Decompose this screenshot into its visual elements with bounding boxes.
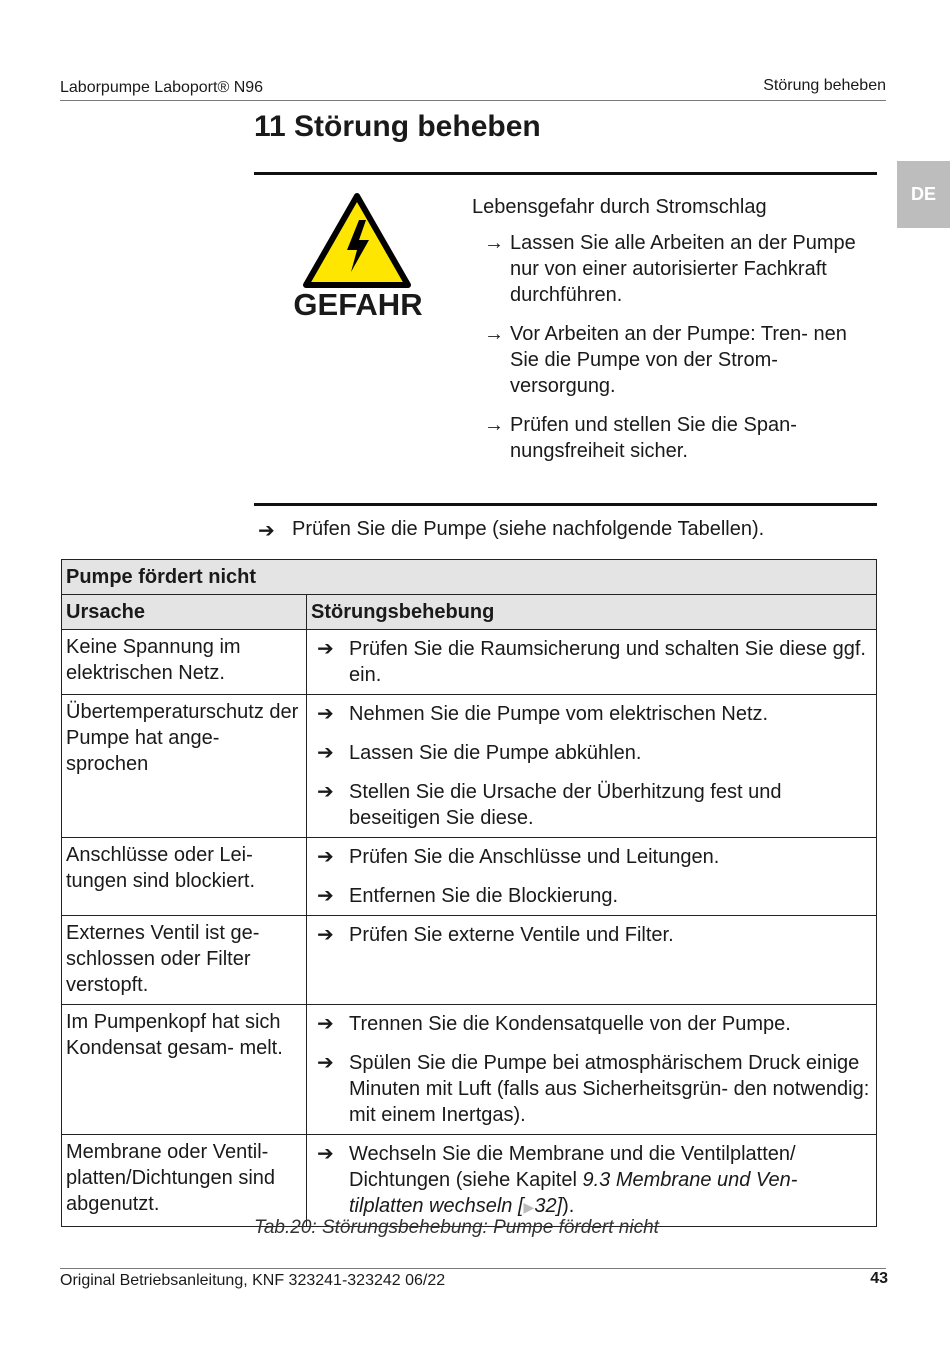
fix-step: ➔ Prüfen Sie externe Ventile und Filter.	[317, 924, 674, 946]
cause-cell: Membrane oder Ventil- platten/Dichtungen sind abgenutzt.	[62, 1135, 307, 1227]
fix-cell	[307, 916, 877, 1005]
instruction-step: ➔ Prüfen Sie die Pumpe (siehe nachfolgende Tabellen).	[258, 518, 765, 542]
cause-cell: Keine Spannung im elektrischen Netz.	[62, 630, 307, 695]
cross-reference-link[interactable]: 9.3 Membrane und Ven- tilplatten wechseln [▶32]	[349, 1169, 798, 1217]
table-row	[62, 916, 877, 1005]
arrow-right-icon: ➔	[317, 1052, 334, 1074]
fix-cell	[307, 1005, 877, 1135]
column-header-cause: Ursache	[62, 595, 307, 630]
table-row	[62, 695, 877, 838]
fix-step: ➔ Spülen Sie die Pumpe bei atmosphärischem Druck einige Minuten mit Luft (falls aus Sicherheitsgrün- den notwendig: mit einem Inertgas).	[317, 1052, 870, 1126]
cause-cell: Anschlüsse oder Lei- tungen sind blockiert.	[62, 838, 307, 916]
arrow-right-icon: →	[484, 323, 504, 345]
fix-step: ➔ Lassen Sie die Pumpe abkühlen.	[317, 742, 642, 764]
fix-step: ➔ Nehmen Sie die Pumpe vom elektrischen Netz.	[317, 703, 769, 725]
arrow-right-icon: ➔	[317, 638, 334, 660]
running-header-product: Laborpumpe Laboport® N96	[60, 79, 264, 96]
arrow-right-icon: ➔	[317, 846, 334, 868]
arrow-right-icon: ➔	[317, 1143, 334, 1165]
arrow-right-icon: ➔	[317, 703, 334, 725]
footer-document-info: Original Betriebsanleitung, KNF 323241-323242 06/22	[60, 1272, 446, 1289]
fix-cell	[307, 630, 877, 695]
page-number: 43	[870, 1270, 888, 1287]
signal-word: GEFAHR	[293, 287, 423, 322]
page-reference-icon: ▶	[523, 1199, 535, 1215]
danger-step: → Prüfen und stellen Sie die Span- nungsfreiheit sicher.	[472, 412, 872, 464]
arrow-right-icon: ➔	[317, 924, 334, 946]
danger-lead: Lebensgefahr durch Stromschlag	[472, 196, 767, 218]
arrow-right-icon: ➔	[258, 520, 275, 542]
danger-step: → Vor Arbeiten an der Pumpe: Tren- nen Sie die Pumpe von der Strom- versorgung.	[472, 321, 872, 399]
fix-step: ➔ Trennen Sie die Kondensatquelle von der Pumpe.	[317, 1013, 791, 1035]
danger-step: → Lassen Sie alle Arbeiten an der Pumpe nur von einer autorisierter Fachkraft durchführen.	[472, 230, 872, 308]
danger-box-bottom-rule	[254, 503, 877, 506]
cause-cell: Im Pumpenkopf hat sich Kondensat gesam- melt.	[62, 1005, 307, 1135]
arrow-right-icon: →	[484, 232, 504, 254]
table-caption-cell: Pumpe fördert nicht	[62, 560, 877, 595]
header-divider	[60, 100, 886, 101]
table-row	[62, 1005, 877, 1135]
danger-box-top-rule	[254, 172, 877, 175]
fix-step: ➔ Wechseln Sie die Membrane und die Ventilplatten/ Dichtungen (siehe Kapitel 9.3 Membrane und Ven- tilplatten wechseln [▶32]).	[317, 1141, 872, 1220]
arrow-right-icon: ➔	[317, 1013, 334, 1035]
fix-cell	[307, 1135, 877, 1227]
danger-message	[472, 194, 872, 477]
chapter-title: 11 Störung beheben	[254, 110, 541, 143]
running-header-section: Störung beheben	[763, 77, 886, 94]
arrow-right-icon: ➔	[317, 781, 334, 803]
fix-cell	[307, 695, 877, 838]
electric-shock-warning-icon	[302, 192, 412, 290]
fix-step: ➔ Stellen Sie die Ursache der Überhitzung fest und beseitigen Sie diese.	[317, 781, 782, 829]
cause-cell: Externes Ventil ist ge- schlossen oder Filter verstopft.	[62, 916, 307, 1005]
footer-divider	[60, 1268, 886, 1269]
troubleshooting-table	[61, 559, 877, 1227]
arrow-right-icon: →	[484, 414, 504, 436]
table-row	[62, 838, 877, 916]
table-caption-row	[62, 560, 877, 595]
table-header-row	[62, 595, 877, 630]
arrow-right-icon: ➔	[317, 742, 334, 764]
fix-step: ➔ Prüfen Sie die Raumsicherung und schalten Sie diese ggf. ein.	[317, 638, 866, 686]
fix-step: ➔ Entfernen Sie die Blockierung.	[317, 885, 619, 907]
table-row	[62, 1135, 877, 1227]
table-caption: Tab.20: Störungsbehebung: Pumpe fördert nicht	[254, 1217, 659, 1238]
cause-cell: Übertemperaturschutz der Pumpe hat ange- sprochen	[62, 695, 307, 838]
fix-cell	[307, 838, 877, 916]
arrow-right-icon: ➔	[317, 885, 334, 907]
column-header-fix: Störungsbehebung	[307, 595, 877, 630]
fix-step: ➔ Prüfen Sie die Anschlüsse und Leitungen.	[317, 846, 720, 868]
table-row	[62, 630, 877, 695]
language-tab: DE	[897, 161, 950, 228]
